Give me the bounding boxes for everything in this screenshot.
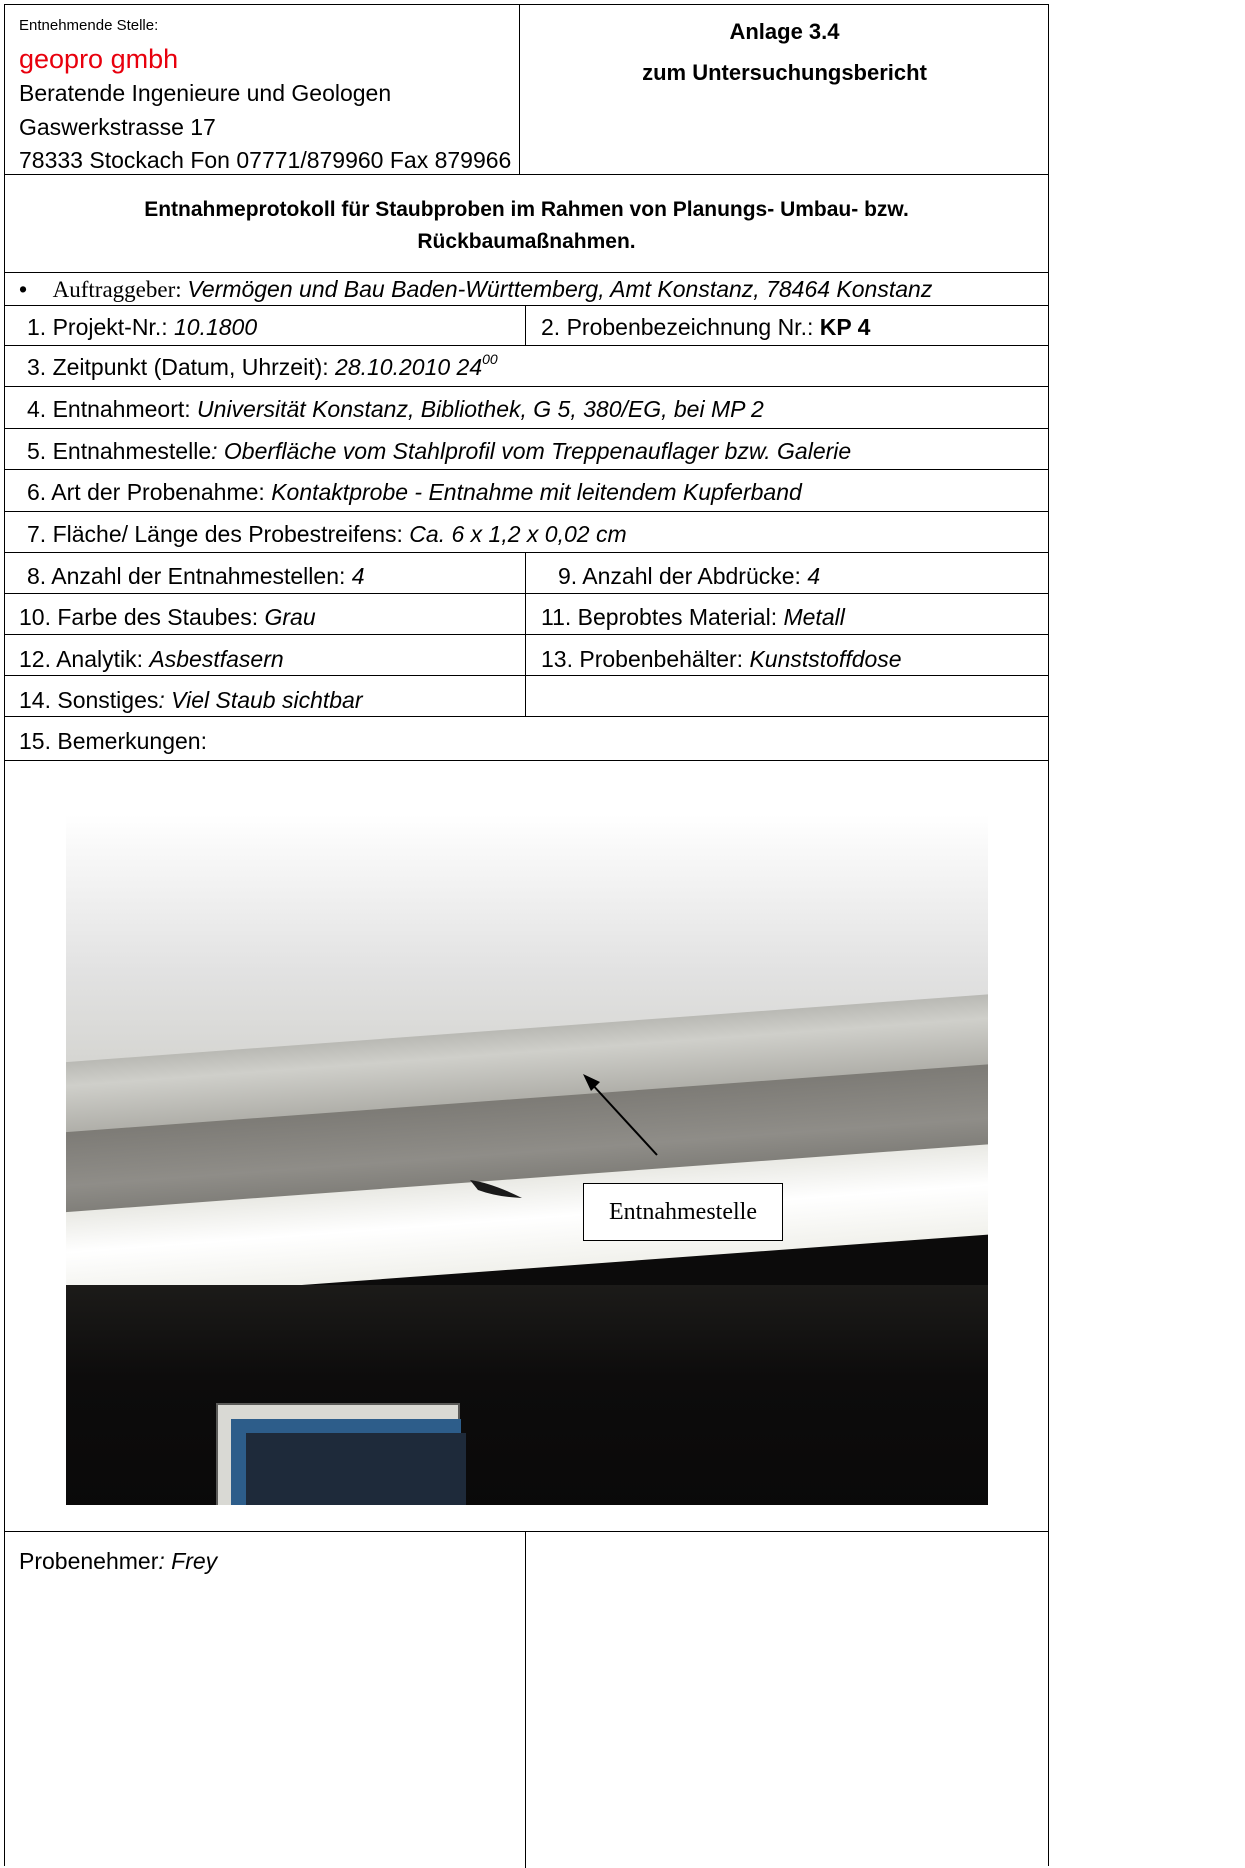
misc-value: : Viel Staub sichtbar xyxy=(158,687,363,713)
material-value: Metall xyxy=(783,604,845,630)
client-label: Auftraggeber: xyxy=(52,277,188,302)
location-value: Universität Konstanz, Bibliothek, G 5, 380/EG, bei MP 2 xyxy=(197,396,764,422)
company-street: Gaswerkstrasse 17 xyxy=(19,114,216,140)
area-label: 7. Fläche/ Länge des Probestreifens: xyxy=(27,521,410,547)
analysis-value: Asbestfasern xyxy=(149,646,284,672)
analysis-label: 12. Analytik: xyxy=(19,646,150,672)
location-label: 4. Entnahmeort: xyxy=(27,396,198,422)
protocol-title-line2: Rückbaumaßnahmen. xyxy=(417,230,636,253)
material-label: 11. Beprobtes Material: xyxy=(541,604,784,630)
sample-label: 2. Probenbezeichnung Nr.: xyxy=(541,314,820,340)
remarks-label: 15. Bemerkungen: xyxy=(19,728,207,754)
time-value: 28.10.2010 24 xyxy=(335,354,483,380)
sampler-field xyxy=(19,1547,217,1575)
sender-label: Entnehmende Stelle: xyxy=(19,17,159,34)
method-label: 6. Art der Probenahme: xyxy=(27,479,272,505)
annex-title: Anlage 3.4 xyxy=(729,19,840,44)
project-label: 1. Projekt-Nr.: xyxy=(27,314,174,340)
container-value: Kunststoffdose xyxy=(749,646,902,672)
count-prints-value: 4 xyxy=(807,563,821,589)
color-value: Grau xyxy=(264,604,316,630)
color-label: 10. Farbe des Staubes: xyxy=(19,604,265,630)
protocol-title-line1: Entnahmeprotokoll für Staubproben im Rahmen von Planungs- Umbau- bzw. xyxy=(144,198,909,221)
bullet: • xyxy=(19,276,28,302)
divider xyxy=(525,1531,526,1868)
method-value: Kontaktprobe - Entnahme mit leitendem Kupferband xyxy=(271,479,802,505)
sample-value: KP 4 xyxy=(819,314,871,340)
count-spots-label: 8. Anzahl der Entnahmestellen: xyxy=(27,563,352,589)
company-name: geopro gmbh xyxy=(19,44,179,74)
sampler-label: Probenehmer xyxy=(19,1548,159,1574)
client-value: Vermögen und Bau Baden-Württemberg, Amt Konstanz, 78464 Konstanz xyxy=(187,276,933,302)
time-superscript: 00 xyxy=(482,351,498,368)
count-prints-label: 9. Anzahl der Abdrücke: xyxy=(558,563,808,589)
time-label: 3. Zeitpunkt (Datum, Uhrzeit): xyxy=(27,354,336,380)
sampler-value: : Frey xyxy=(158,1548,218,1574)
count-spots-value: 4 xyxy=(351,563,365,589)
rule xyxy=(4,1531,1049,1532)
spot-value: : Oberfläche vom Stahlprofil vom Treppenauflager bzw. Galerie xyxy=(211,438,852,464)
misc-label: 14. Sonstiges xyxy=(19,687,159,713)
area-value: Ca. 6 x 1,2 x 0,02 cm xyxy=(409,521,627,547)
spot-label: 5. Entnahmestelle xyxy=(27,438,212,464)
project-value: 10.1800 xyxy=(173,314,258,340)
company-city-contact: 78333 Stockach Fon 07771/879960 Fax 879966 xyxy=(19,147,512,173)
sampling-spot-callout: Entnahmestelle xyxy=(583,1183,783,1241)
container-label: 13. Probenbehälter: xyxy=(541,646,750,672)
company-subtitle: Beratende Ingenieure und Geologen xyxy=(19,80,392,106)
annex-subtitle: zum Untersuchungsbericht xyxy=(642,60,927,85)
